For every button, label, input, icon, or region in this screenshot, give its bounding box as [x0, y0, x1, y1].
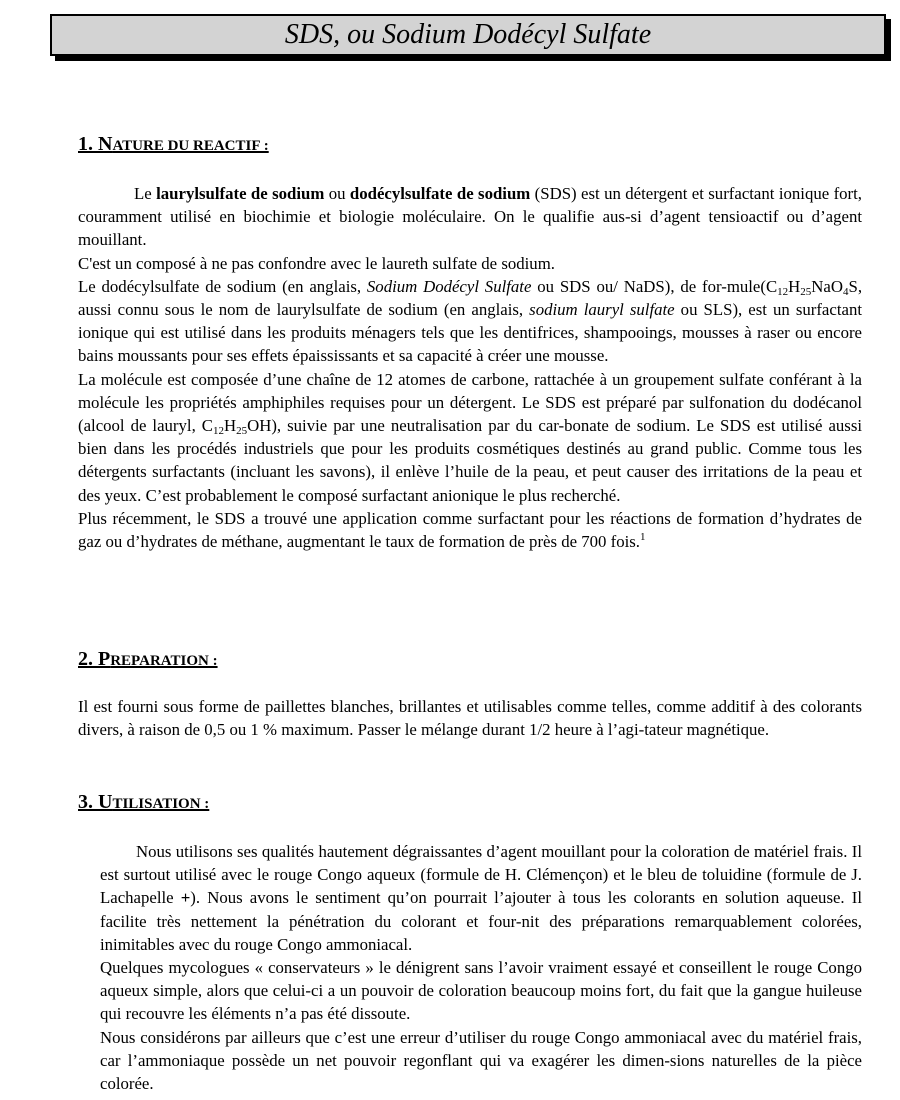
heading-nature-du-reactif: [78, 132, 269, 158]
heading-number: 1.: [78, 133, 93, 155]
paragraph: Nous utilisons ses qualités hautement dégraissantes d’agent mouillant pour la coloration de matériel frais. Il est surtout utilisé avec le rouge Congo aqueux (formule de H. Clémençon) et le bleu de toluidine (formule de J. Lachapelle +). Nous avons le sentiment qu’on pourrait l’ajouter à tous les colorants en solution aqueuse. Il facilite très nettement la pénétration du colorant et four-nit des préparations remarquablement colorées, inimitables avec du rouge Congo ammoniacal.: [100, 842, 862, 954]
section-preparation-body: [78, 695, 862, 741]
paragraph: Le dodécylsulfate de sodium (en anglais, Sodium Dodécyl Sulfate ou SDS ou/ NaDS), de for-$mule(C_{12}H_{25}NaO_4S$, aussi connu sous le nom de laurylsulfate de sodium (en anglais, sodium lauryl sulfate ou SLS), est un surfactant ionique qui est utilisé dans les produits ménagers tels que les dentifrices, shampooings, mousses à raser ou encore bains moussants pour ses effets épaississants et sa capacité à créer une mousse.: [78, 276, 863, 366]
paragraph: La molécule est composée d’une chaîne de 12 atomes de carbone, rattachée à un groupement sulfate conférant à la molécule les propriétés amphiphiles requises pour un détergent. Le SDS est préparé par sulfonation du dodécanol (alcool de lauryl, $C_{12}H_{25}OH$), suivie par une neutralisation par du car-bonate de sodium. Le SDS est utilisé aussi bien dans les procédés industriels que pour les produits cosmétiques destinés au grand public. Comme tous les détergents surfactants (incluant les savons), il enlève l’huile de la peau, et peut causer des irritations de la peau et des yeux. C’est probablement le composé surfactant anionique le plus recherché.: [78, 369, 863, 505]
paragraph: C'est un composé à ne pas confondre avec le laureth sulfate de sodium.: [78, 253, 555, 273]
heading-cap: U: [98, 791, 113, 813]
heading-utilisation: [78, 790, 209, 816]
heading-rest: TILISATION :: [112, 796, 210, 812]
paragraph: Il est fourni sous forme de paillettes blanches, brillantes et utilisables comme telles, comme additif à des colorants divers, à raison de 0,5 ou 1 % maximum. Passer le mélange durant 1/2 heure à l’agi-tateur magnétique.: [78, 697, 862, 740]
section-nature-body: [78, 182, 862, 553]
heading-rest: REPARATION :: [110, 653, 218, 669]
title-shadow-right: [886, 19, 891, 61]
heading-rest: ATURE DU REACTIF :: [112, 138, 269, 154]
heading-number: 3.: [78, 791, 93, 813]
paragraph: Quelques mycologues « conservateurs » le dénigrent sans l’avoir vraiment essayé et conseillent le rouge Congo aqueux simple, alors que celui-ci a un pouvoir de coloration beaucoup moins fort, du fait que la gangue huileuse qui recouvre les éléments n’a pas été dissoute.: [100, 958, 862, 1024]
heading-preparation: [78, 647, 218, 673]
footnote-marker: 1: [639, 531, 646, 544]
heading-cap: N: [98, 133, 113, 155]
heading-number: 2.: [78, 648, 93, 670]
title-shadow-bottom: [55, 56, 891, 61]
page-title: SDS, ou Sodium Dodécyl Sulfate: [50, 14, 886, 56]
heading-cap: P: [98, 648, 111, 670]
paragraph: Le laurylsulfate de sodium ou dodécylsulfate de sodium (SDS) est un détergent et surfactant ionique fort, couramment utilisé en biochimie et biologie moléculaire. On le qualifie aus-si d’agent tensioactif ou d’agent mouillant.: [78, 184, 862, 250]
paragraph: Nous considérons par ailleurs que c’est une erreur d’utiliser du rouge Congo ammoniacal avec du matériel frais, car l’ammoniaque possède un net pouvoir regonflant qui va exagérer les dimen-sions naturelles de la pièce colorée.: [100, 1027, 862, 1094]
plus-symbol: +: [180, 888, 191, 908]
section-utilisation-body: [100, 840, 862, 1095]
title-banner: [50, 14, 890, 62]
paragraph: Plus récemment, le SDS a trouvé une application comme surfactant pour les réactions de formation d’hydrates de gaz ou d’hydrates de méthane, augmentant le taux de formation de près de 700 fois.$^1$: [78, 508, 862, 552]
